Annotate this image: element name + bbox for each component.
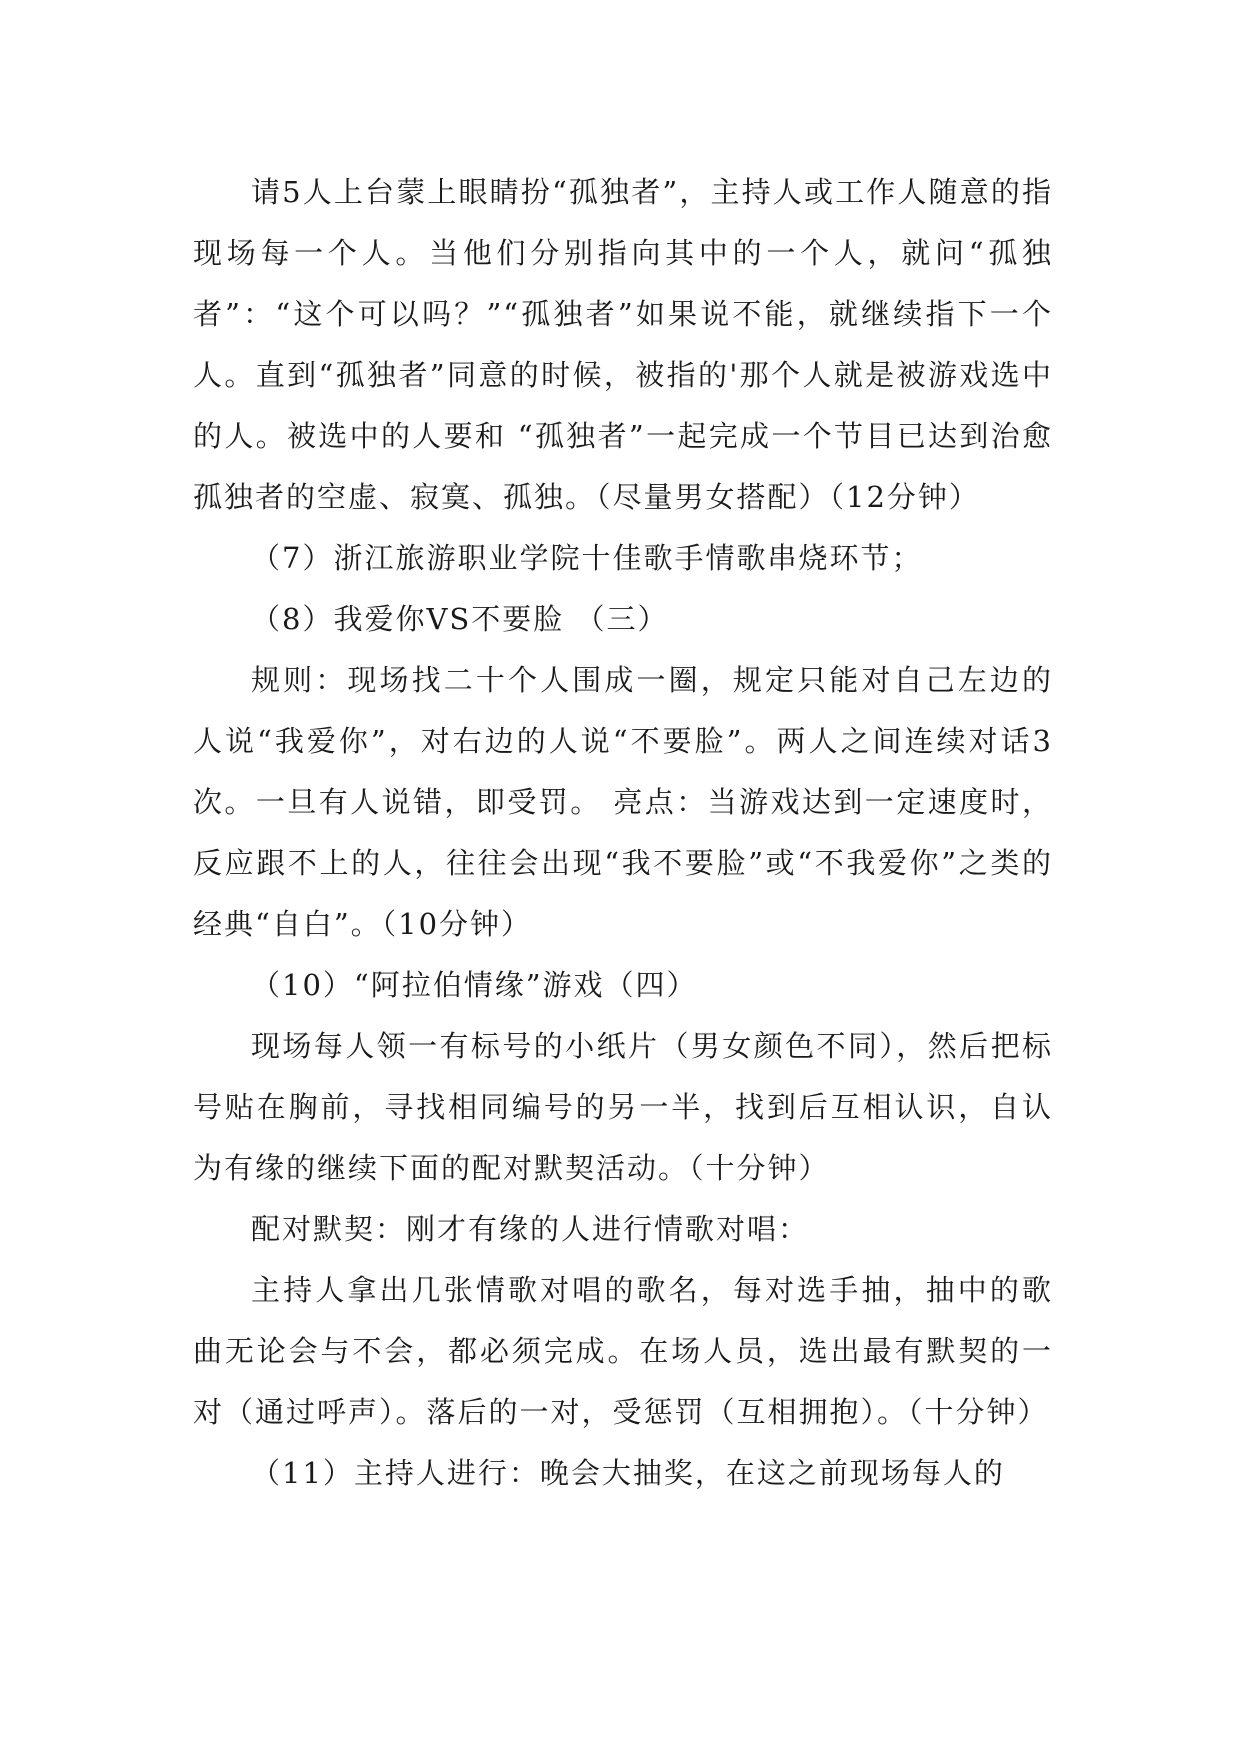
paragraph-duet-songs: 主持人拿出几张情歌对唱的歌名，每对选手抽，抽中的歌曲无论会与不会，都必须完成。在场人员，选出最有默契的一对（通过呼声）。落后的一对，受惩罚（互相拥抱）。（十分钟） bbox=[193, 1273, 1053, 1429]
paragraph-lonely-game: 请5人上台蒙上眼睛扮“孤独者”，主持人或工作人随意的指现场每一个人。当他们分别指向其中的一个人，就问“孤独者”：“这个可以吗？”“孤独者”如果说不能，就继续指下一个人。直到“孤独者”同意的时候，被指的'那个人就是被游戏选中的人。被选中的人要和 “孤独者”一起完成一个节目已达到治愈孤独者的空虚、寂寞、孤独。（尽量男女搭配）（12分钟） bbox=[193, 175, 1053, 514]
paragraph-item-7: （7）浙江旅游职业学院十佳歌手情歌串烧环节； bbox=[251, 541, 923, 575]
paragraph-number-cards: 现场每人领一有标号的小纸片（男女颜色不同），然后把标号贴在胸前，寻找相同编号的另一半，找到后互相认识，自认为有缘的继续下面的配对默契活动。（十分钟） bbox=[193, 1029, 1053, 1185]
paragraph-item-8: （8）我爱你VS不要脸 （三） bbox=[251, 602, 669, 636]
paragraph-item-10: （10）“阿拉伯情缘”游戏（四） bbox=[251, 968, 698, 1002]
document-body bbox=[193, 162, 1053, 1504]
paragraph-item-11: （11）主持人进行：晚会大抽奖，在这之前现场每人的 bbox=[251, 1456, 1005, 1490]
paragraph-pairing: 配对默契：刚才有缘的人进行情歌对唱： bbox=[251, 1212, 810, 1246]
paragraph-rules: 规则：现场找二十个人围成一圈，规定只能对自己左边的人说“我爱你”，对右边的人说“不要脸”。两人之间连续对话3次。一旦有人说错，即受罚。 亮点：当游戏达到一定速度时，反应跟不上的人，往往会出现“我不要脸”或“不我爱你”之类的经典“自白”。（10分钟） bbox=[193, 663, 1053, 941]
